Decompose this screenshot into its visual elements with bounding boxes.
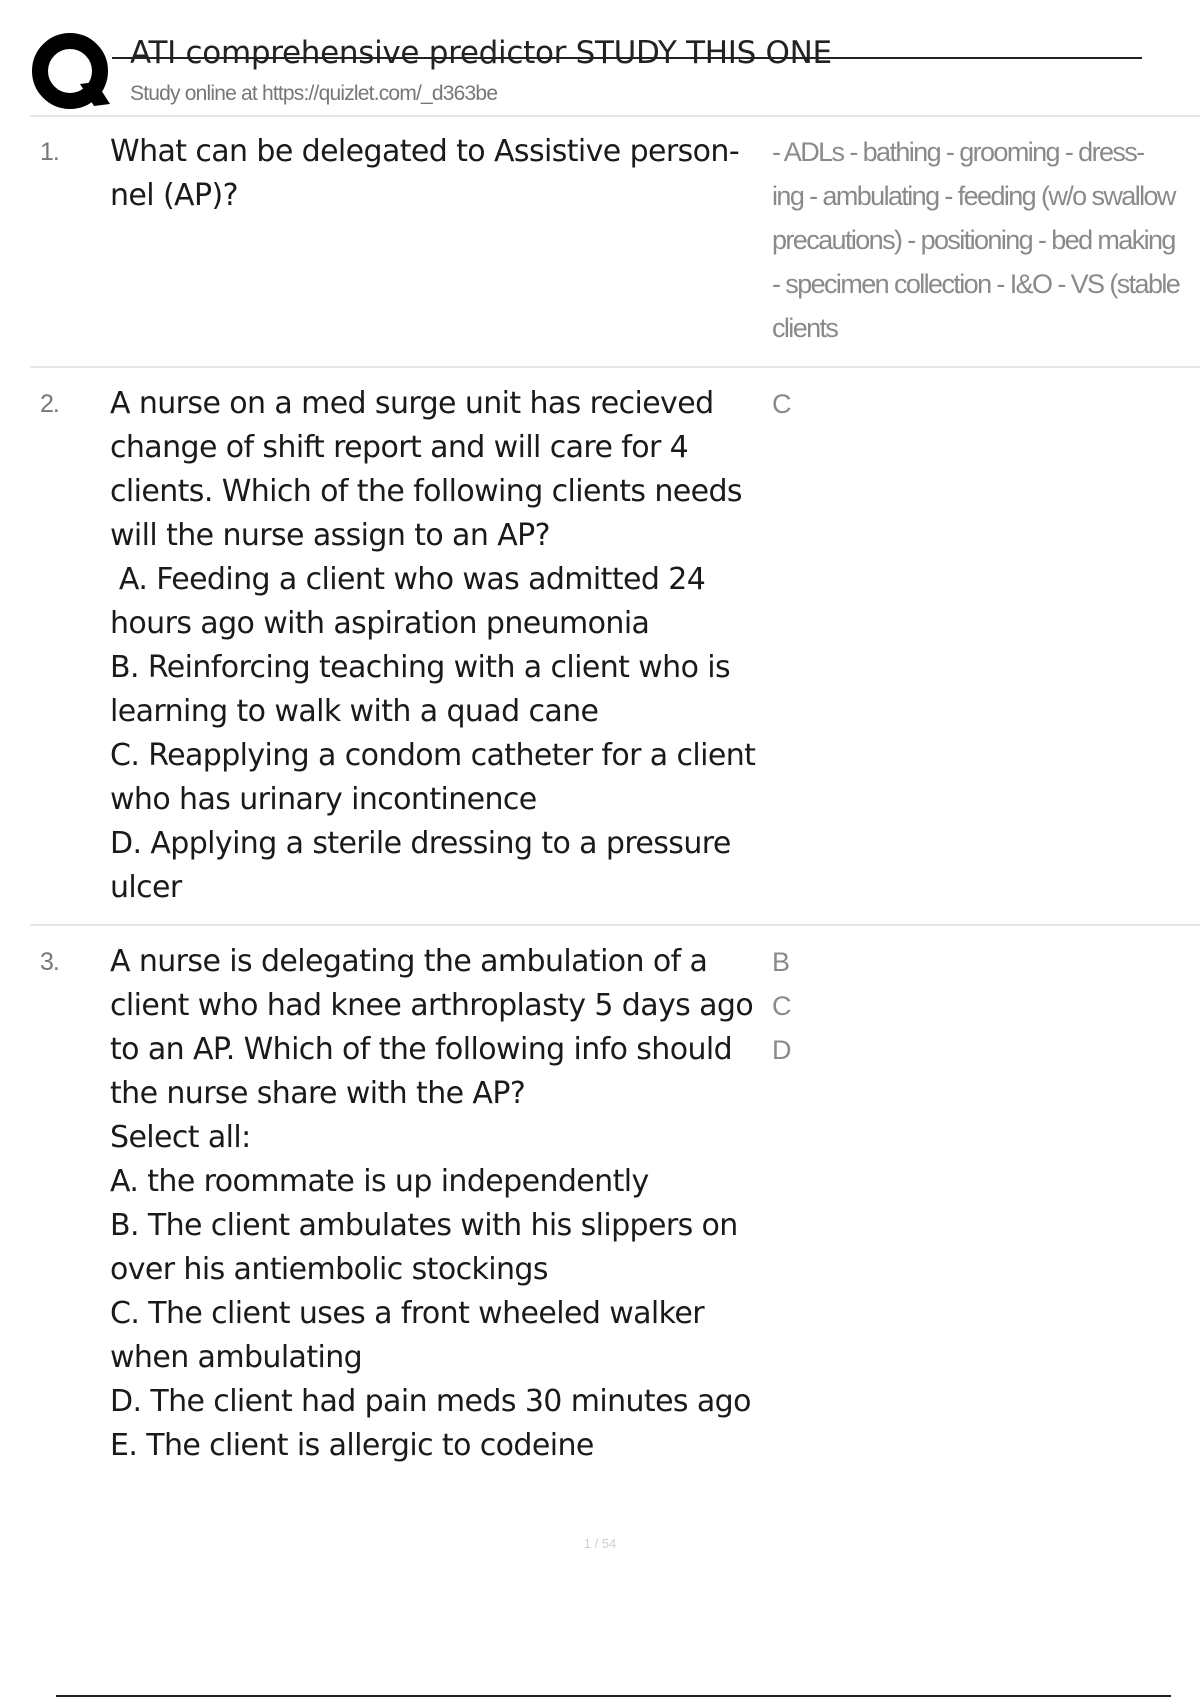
term-line: nel (AP)? [110, 178, 238, 213]
definition-line: C [772, 991, 790, 1021]
term-line: client who had knee arthroplasty 5 days ago [110, 988, 754, 1023]
term-line: ulcer [110, 870, 182, 905]
term-line: C. Reapplying a condom catheter for a client [110, 738, 756, 773]
term-line: A nurse on a med surge unit has recieved [110, 386, 714, 421]
card-number: 2. [40, 390, 59, 418]
term-line: A. the roommate is up independently [110, 1164, 649, 1199]
definition-line: ing - ambulating - feeding (w/o swallow [772, 181, 1175, 211]
term-line: who has urinary incontinence [110, 782, 537, 817]
term-line: when ambulating [110, 1340, 363, 1375]
card-definition [772, 130, 1200, 350]
header-divider [30, 115, 1200, 117]
term-line: change of shift report and will care for 4 [110, 430, 689, 465]
term-line: Select all: [110, 1120, 251, 1155]
term-line: to an AP. Which of the following info should [110, 1032, 733, 1067]
quizlet-logo-icon [30, 32, 112, 114]
card-definition [772, 382, 1200, 426]
term-line: clients. Which of the following clients needs [110, 474, 742, 509]
card-term [110, 130, 800, 218]
term-line: What can be delegated to Assistive person- [110, 134, 740, 169]
definition-line: C [772, 389, 790, 419]
study-online-link[interactable]: Study online at https://quizlet.com/_d363be [130, 82, 498, 105]
definition-line: - specimen collection - I&O - VS (stable [772, 269, 1180, 299]
definition-line: - ADLs - bathing - grooming - dress- [772, 137, 1144, 167]
page-title: ATI comprehensive predictor STUDY THIS ONE [130, 35, 832, 71]
card-term [110, 940, 800, 1468]
flashcard-row [30, 936, 1200, 1476]
card-number: 1. [40, 138, 59, 166]
term-line: C. The client uses a front wheeled walker [110, 1296, 704, 1331]
term-line: will the nurse assign to an AP? [110, 518, 550, 553]
term-line: E. The client is allergic to codeine [110, 1428, 594, 1463]
term-line: B. The client ambulates with his slippers on [110, 1208, 738, 1243]
flashcard-row [30, 378, 1200, 926]
card-divider [30, 366, 1200, 368]
term-line: hours ago with aspiration pneumonia [110, 606, 650, 641]
definition-line: B [772, 947, 789, 977]
term-line: A. Feeding a client who was admitted 24 [110, 562, 706, 597]
definition-line: precautions) - positioning - bed making [772, 225, 1175, 255]
term-line: B. Reinforcing teaching with a client who is [110, 650, 731, 685]
term-line: learning to walk with a quad cane [110, 694, 599, 729]
card-term [110, 382, 800, 910]
term-line: the nurse share with the AP? [110, 1076, 526, 1111]
page-number: 1 / 54 [583, 1536, 617, 1551]
card-definition [772, 940, 1200, 1072]
card-divider [30, 924, 1200, 926]
flashcard-row [30, 126, 1200, 368]
definition-line: D [772, 1035, 790, 1065]
term-line: D. Applying a sterile dressing to a pressure [110, 826, 731, 861]
term-line: over his antiembolic stockings [110, 1252, 548, 1287]
footer-rule [56, 1695, 1171, 1697]
term-line: A nurse is delegating the ambulation of a [110, 944, 708, 979]
definition-line: clients [772, 313, 838, 343]
card-number: 3. [40, 948, 59, 976]
term-line: D. The client had pain meds 30 minutes ago [110, 1384, 751, 1419]
